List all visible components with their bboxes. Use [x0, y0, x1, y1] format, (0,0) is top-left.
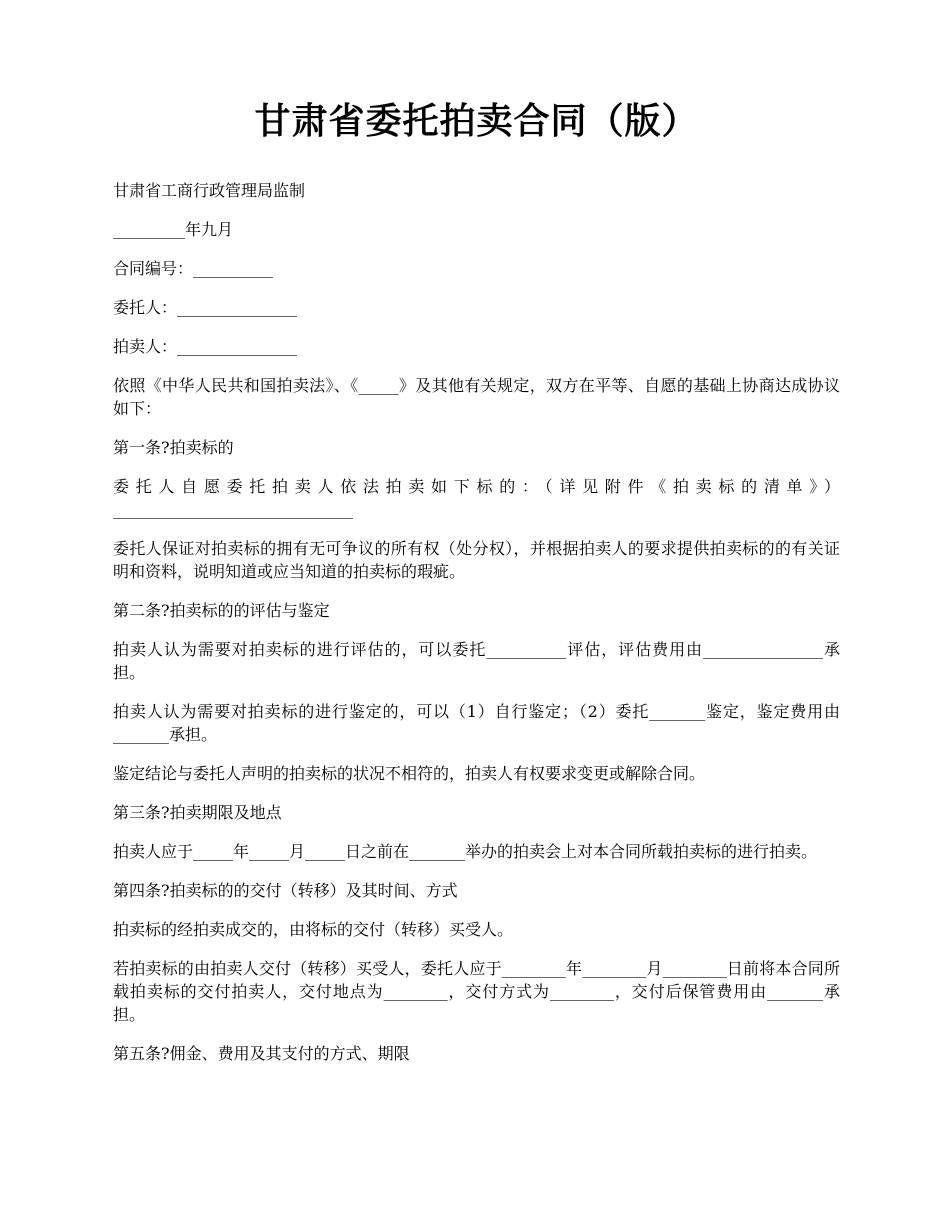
document-page	[113, 100, 840, 1081]
consignor-line: 委托人：_______________	[113, 298, 298, 318]
article-5-heading: 第五条?佣金、费用及其支付的方式、期限	[113, 1044, 410, 1064]
article-3-heading: 第三条?拍卖期限及地点	[113, 803, 282, 823]
auctioneer-line: 拍卖人：_______________	[113, 337, 298, 357]
article-1-guarantee: 委托人保证对拍卖标的拥有无可争议的所有权（处分权），并根据拍卖人的要求提供拍卖标的的有关证明和资料，说明知道或应当知道的拍卖标的瑕疵。	[113, 539, 840, 582]
article-2-appraisal: 拍卖人认为需要对拍卖标的进行评估的，可以委托__________评估，评估费用由_______________承担。	[113, 640, 840, 683]
article-1-body: 委托人自愿委托拍卖人依法拍卖如下标的：（详见附件《拍卖标的清单》）______________________________	[113, 477, 840, 520]
article-4-details: 若拍卖标的由拍卖人交付（转移）买受人，委托人应于________年________月________日前将本合同所载拍卖标的交付拍卖人，交付地点为________，交付方式为________，交付后保管费用由_______承担。	[113, 959, 840, 1025]
issuer-line: 甘肃省工商行政管理局监制	[113, 181, 306, 201]
article-4-delivery: 拍卖标的经拍卖成交的，由将标的交付（转移）买受人。	[113, 920, 514, 940]
contract-number-line: 合同编号：__________	[113, 259, 274, 279]
article-2-conclusion: 鉴定结论与委托人声明的拍卖标的状况不相符的，拍卖人有权要求变更或解除合同。	[113, 764, 706, 784]
preamble-paragraph: 依照《中华人民共和国拍卖法》、《_____》及其他有关规定，双方在平等、自愿的基础上协商达成协议如下：	[113, 376, 840, 419]
article-1-heading: 第一条?拍卖标的	[113, 438, 234, 458]
article-4-heading: 第四条?拍卖标的的交付（转移）及其时间、方式	[113, 881, 458, 901]
article-2-identification: 拍卖人认为需要对拍卖标的进行鉴定的，可以（1）自行鉴定；（2）委托_______鉴定，鉴定费用由_______承担。	[113, 702, 840, 745]
document-title: 甘肃省委托拍卖合同（版）	[254, 100, 699, 142]
date-line: _________年九月	[113, 220, 234, 240]
article-3-body: 拍卖人应于_____年_____月_____日之前在_______举办的拍卖会上对本合同所载拍卖标的进行拍卖。	[113, 842, 818, 862]
article-2-heading: 第二条?拍卖标的的评估与鉴定	[113, 601, 330, 621]
